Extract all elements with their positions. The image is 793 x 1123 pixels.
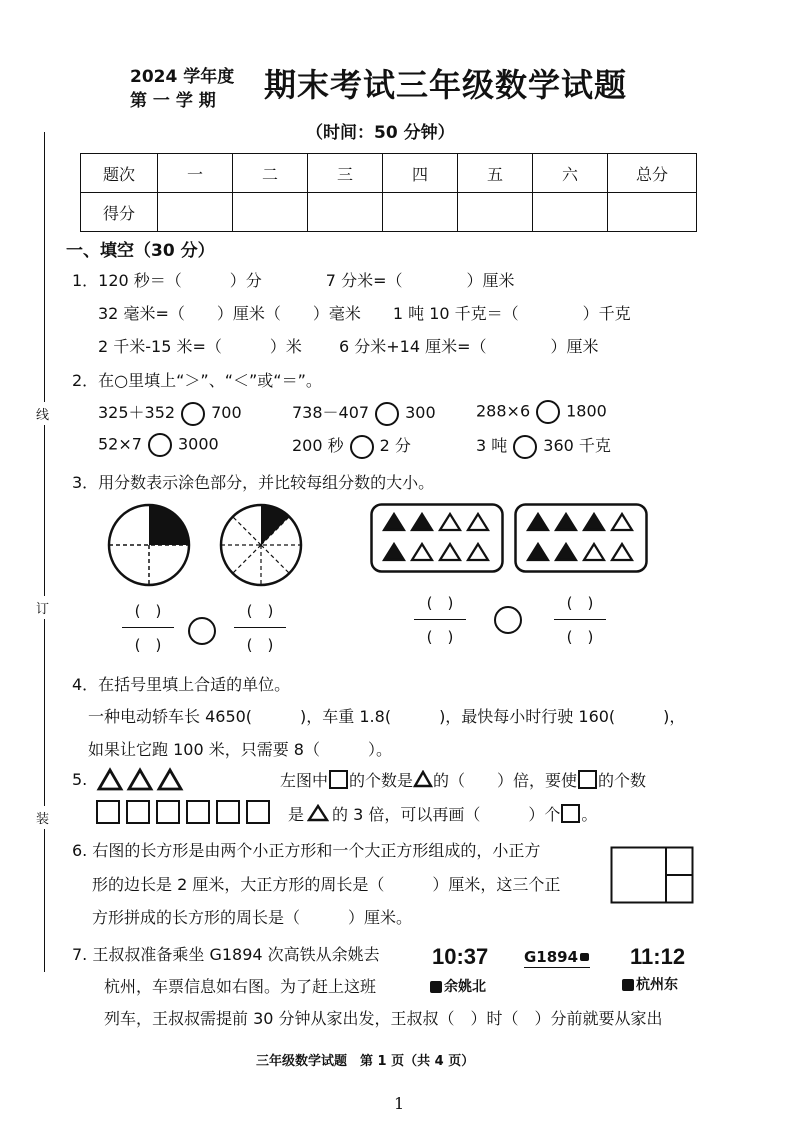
binding-label-xian: 线 [36, 402, 49, 425]
q7-line-1: 7. 王叔叔准备乘坐 G1894 次高铁从余姚去 [72, 945, 380, 964]
fraction-circle-2 [218, 502, 304, 588]
q1-line-3: 2 千米-15 米=（ ）米 6 分米+14 厘米=（ ）厘米 [98, 337, 599, 356]
q2-left: 325＋352 [98, 403, 176, 422]
score-cell[interactable] [158, 193, 233, 232]
compare-circle[interactable] [350, 435, 374, 459]
square-shape [156, 800, 180, 824]
q2-item [292, 433, 411, 459]
q4-line-2: 如果让它跑 100 米，只需要 8（ ）。 [88, 740, 392, 759]
compare-circle[interactable] [536, 400, 560, 424]
square-shape [186, 800, 210, 824]
q2-right: 300 [405, 403, 436, 422]
departure-station [430, 976, 486, 996]
time-limit: （时间：50 分钟） [306, 123, 455, 143]
score-cell[interactable] [608, 193, 697, 232]
q2-item [292, 400, 436, 426]
square-shape [216, 800, 240, 824]
binding-label-ding: 订 [36, 596, 49, 619]
score-row-label: 得分 [81, 193, 158, 232]
arrival-time: 11:12 [630, 944, 686, 969]
q4-prompt: 4．在括号里填上合适的单位。 [72, 675, 291, 694]
square-icon [329, 770, 348, 789]
semester: 第 一 学 期 [130, 91, 216, 111]
arrival-station [622, 974, 678, 994]
school-year: 2024 学年度 [130, 67, 235, 87]
score-head-cell: 四 [383, 154, 458, 193]
score-cell[interactable] [458, 193, 533, 232]
compare-circle[interactable] [181, 402, 205, 426]
triangle-box-2 [514, 503, 648, 573]
page-number: 1 [394, 1094, 405, 1113]
denominator: ( ) [246, 636, 274, 654]
fraction-blank[interactable] [234, 600, 286, 655]
page-footer: 三年级数学试题 第 1 页（共 4 页） [256, 1054, 475, 1069]
q2-right: 1800 [566, 401, 607, 421]
q5-text: 左图中 [280, 771, 329, 790]
departure-time: 10:37 [432, 944, 489, 969]
compare-circle[interactable] [375, 402, 399, 426]
compare-circle[interactable] [513, 435, 537, 459]
numerator: ( ) [566, 594, 594, 612]
q2-right: 700 [211, 403, 242, 422]
score-cell[interactable] [383, 193, 458, 232]
triangle-box-1 [370, 503, 504, 573]
train-icon [580, 952, 590, 962]
q5-text: 的 3 倍，可以再画（ ）个 [332, 805, 561, 824]
q5-line-1 [280, 768, 646, 791]
q4-line-1: 一种电动轿车长 4650( )，车重 1.8( )，最快每小时行驶 160( )， [88, 707, 686, 726]
q5-triangles [96, 766, 188, 792]
q2-item [98, 433, 219, 457]
section-heading: 一、填空（30 分） [66, 241, 215, 261]
q2-right: 360 千克 [543, 436, 611, 455]
numerator: ( ) [134, 602, 162, 620]
numerator: ( ) [426, 594, 454, 612]
score-head-cell: 六 [533, 154, 608, 193]
denominator: ( ) [426, 628, 454, 646]
numerator: ( ) [246, 602, 274, 620]
q5-text: 的（ ）倍，要使 [433, 771, 578, 790]
denominator: ( ) [134, 636, 162, 654]
q5-text: 的个数 [598, 771, 647, 790]
fraction-blank[interactable] [122, 600, 174, 655]
train-number [524, 948, 590, 968]
q2-item [98, 400, 242, 426]
binding-label-zhuang: 装 [36, 806, 49, 829]
triangle-icon [413, 770, 433, 788]
q2-left: 200 秒 [292, 436, 344, 455]
square-shape [126, 800, 150, 824]
fraction-blank[interactable] [554, 592, 606, 647]
q5-number: 5. [72, 770, 88, 789]
score-head-cell: 二 [233, 154, 308, 193]
square-icon [561, 804, 580, 823]
page-title: 期末考试三年级数学试题 [264, 66, 628, 104]
q5-text: 。 [581, 805, 598, 824]
score-cell[interactable] [233, 193, 308, 232]
arrival-station-name: 杭州东 [636, 977, 678, 993]
q6-line-2: 形的边长是 2 厘米，大正方形的周长是（ ）厘米，这三个正 [92, 875, 561, 894]
q2-item [476, 433, 611, 459]
q1-line-1: 1．120 秒＝（ ）分 7 分米=（ ）厘米 [72, 271, 515, 290]
q2-left: 52×7 [98, 434, 142, 454]
station-icon [622, 979, 634, 991]
departure-station-name: 余姚北 [444, 979, 486, 995]
q5-line-2 [288, 802, 597, 825]
q2-item [476, 400, 607, 424]
binding-line [44, 132, 45, 972]
square-shape [246, 800, 270, 824]
score-cell[interactable] [308, 193, 383, 232]
fraction-blank[interactable] [414, 592, 466, 647]
q2-right: 2 分 [379, 436, 411, 455]
q5-text: 的个数是 [349, 771, 414, 790]
station-icon [430, 981, 442, 993]
q2-right: 3000 [177, 434, 219, 454]
score-cell[interactable] [533, 193, 608, 232]
q1-line-2: 32 毫米=（ ）厘米（ ）毫米 1 吨 10 千克＝（ ）千克 [98, 304, 631, 323]
rectangle-figure [610, 846, 694, 904]
score-head-cell: 五 [458, 154, 533, 193]
compare-circle[interactable] [188, 617, 216, 645]
q2-left: 3 吨 [476, 436, 508, 455]
denominator: ( ) [566, 628, 594, 646]
score-head-cell: 总分 [608, 154, 697, 193]
q7-line-3: 列车，王叔叔需提前 30 分钟从家出发，王叔叔（ ）时（ ）分前就要从家出 [104, 1009, 663, 1028]
q2-left: 738－407 [292, 403, 370, 422]
triangle-icon [307, 804, 329, 822]
q7-line-2: 杭州，车票信息如右图。为了赶上这班 [104, 977, 377, 996]
q2-prompt: 2．在○里填上“＞”、“＜”或“＝”。 [72, 371, 322, 390]
q6-line-3: 方形拼成的长方形的周长是（ ）厘米。 [92, 908, 413, 927]
score-head-cell: 一 [158, 154, 233, 193]
square-shape [96, 800, 120, 824]
score-head-cell: 三 [308, 154, 383, 193]
q2-left: 288×6 [476, 401, 531, 421]
train-number-text: G1894 [524, 948, 579, 966]
q3-prompt: 3．用分数表示涂色部分，并比较每组分数的大小。 [72, 473, 435, 492]
compare-circle[interactable] [494, 606, 522, 634]
score-head-cell: 题次 [81, 154, 158, 193]
fraction-circle-1 [106, 502, 192, 588]
q5-text: 是 [288, 805, 305, 824]
q5-squares [96, 800, 276, 828]
q6-line-1: 6. 右图的长方形是由两个小正方形和一个大正方形组成的，小正方 [72, 841, 541, 860]
compare-circle[interactable] [148, 433, 172, 457]
score-table [80, 153, 697, 232]
square-icon [578, 770, 597, 789]
